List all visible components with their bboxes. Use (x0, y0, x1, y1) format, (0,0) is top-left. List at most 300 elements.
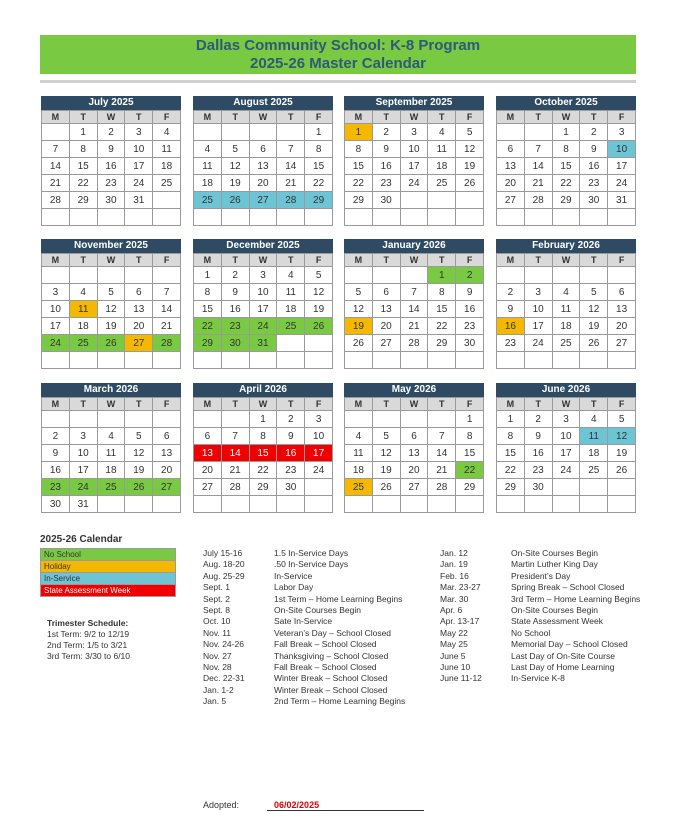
weekday-header: M (497, 398, 525, 411)
day-cell: 1 (428, 267, 456, 284)
day-cell: 18 (345, 462, 373, 479)
day-cell: 19 (305, 301, 333, 318)
day-cell (97, 352, 125, 369)
day-cell (153, 209, 181, 226)
week-row (345, 411, 484, 428)
day-cell: 2 (372, 124, 400, 141)
week-row (345, 267, 484, 284)
weekday-header: F (305, 398, 333, 411)
day-cell: 10 (524, 301, 552, 318)
day-cell: 1 (456, 411, 484, 428)
day-cell: 24 (249, 318, 277, 335)
day-cell: 18 (153, 158, 181, 175)
day-cell: 3 (608, 124, 636, 141)
day-cell (194, 209, 222, 226)
week-row (497, 462, 636, 479)
week-row (42, 175, 181, 192)
day-cell: 27 (249, 192, 277, 209)
day-cell (552, 496, 580, 513)
day-cell: 16 (524, 445, 552, 462)
day-cell: 12 (125, 445, 153, 462)
event-row (203, 639, 405, 650)
day-cell: 16 (277, 445, 305, 462)
day-cell (249, 124, 277, 141)
day-cell: 19 (580, 318, 608, 335)
day-cell (428, 496, 456, 513)
event-date: Nov. 24-26 (203, 639, 244, 650)
day-cell (153, 496, 181, 513)
event-date: Sept. 8 (203, 604, 230, 615)
legend-item-holiday: Holiday (40, 561, 176, 573)
day-cell: 5 (580, 284, 608, 301)
day-cell: 9 (524, 428, 552, 445)
day-cell: 18 (277, 301, 305, 318)
day-cell (580, 352, 608, 369)
day-cell: 29 (305, 192, 333, 209)
event-description: No School (511, 627, 551, 638)
weekday-header: M (345, 254, 373, 267)
day-cell: 14 (400, 301, 428, 318)
event-row (203, 685, 405, 696)
day-cell: 29 (249, 479, 277, 496)
weekday-header: M (345, 398, 373, 411)
week-row (194, 479, 333, 496)
week-row (345, 318, 484, 335)
day-cell: 25 (194, 192, 222, 209)
day-cell (345, 209, 373, 226)
week-row (345, 284, 484, 301)
event-row (203, 616, 405, 627)
day-cell: 8 (194, 284, 222, 301)
day-cell (153, 352, 181, 369)
month-calendar (41, 383, 181, 513)
day-cell: 7 (42, 141, 70, 158)
event-row (440, 628, 640, 639)
event-description: Winter Break – School Closed (274, 673, 388, 684)
event-description: Thanksgiving – School Closed (274, 650, 389, 661)
day-cell: 18 (580, 445, 608, 462)
day-cell: 31 (249, 335, 277, 352)
day-cell: 11 (97, 445, 125, 462)
month-title: February 2026 (496, 239, 636, 253)
day-cell: 18 (194, 175, 222, 192)
day-cell: 17 (42, 318, 70, 335)
week-row (497, 335, 636, 352)
day-cell: 25 (428, 175, 456, 192)
day-cell (125, 352, 153, 369)
day-cell: 25 (69, 335, 97, 352)
day-cell: 16 (372, 158, 400, 175)
legend-item-state: State Assessment Week (40, 585, 176, 597)
month-title: July 2025 (41, 96, 181, 110)
day-cell: 24 (608, 175, 636, 192)
day-cell: 20 (249, 175, 277, 192)
day-cell: 20 (400, 462, 428, 479)
event-description: State Assessment Week (511, 616, 603, 627)
day-cell: 12 (97, 301, 125, 318)
day-cell: 16 (497, 318, 525, 335)
events-list-fall (203, 548, 405, 707)
week-row (497, 479, 636, 496)
weekday-header: T (277, 254, 305, 267)
event-description: .50 In-Service Days (274, 559, 349, 570)
week-row (194, 496, 333, 513)
day-cell: 10 (42, 301, 70, 318)
legend-item-noschool: No School (40, 548, 176, 561)
day-cell (305, 496, 333, 513)
day-cell: 20 (372, 318, 400, 335)
day-cell: 27 (125, 335, 153, 352)
school-title: Dallas Community School: K-8 Program (195, 37, 481, 54)
day-cell: 2 (97, 124, 125, 141)
day-cell: 14 (221, 445, 249, 462)
day-cell (42, 411, 70, 428)
month-calendar (41, 96, 181, 226)
day-cell: 21 (153, 318, 181, 335)
day-cell: 10 (69, 445, 97, 462)
day-cell: 26 (345, 335, 373, 352)
day-cell (69, 352, 97, 369)
week-row (42, 352, 181, 369)
day-cell (428, 209, 456, 226)
day-cell: 21 (428, 462, 456, 479)
event-date: May 25 (440, 639, 468, 650)
event-date: Nov. 28 (203, 661, 232, 672)
week-row (42, 124, 181, 141)
day-cell: 30 (456, 335, 484, 352)
day-cell (552, 479, 580, 496)
weekday-header: W (249, 398, 277, 411)
weekday-header: W (249, 111, 277, 124)
event-description: In-Service K-8 (511, 673, 565, 684)
day-cell (580, 209, 608, 226)
day-cell: 17 (608, 158, 636, 175)
day-cell: 18 (428, 158, 456, 175)
weekday-header: W (400, 254, 428, 267)
event-description: 3rd Term – Home Learning Begins (511, 593, 641, 604)
day-cell (221, 496, 249, 513)
event-description: Spring Break – School Closed (511, 582, 625, 593)
day-cell: 19 (221, 175, 249, 192)
day-cell: 24 (524, 335, 552, 352)
day-cell: 13 (400, 445, 428, 462)
day-cell: 24 (69, 479, 97, 496)
month-table (41, 397, 181, 513)
day-cell: 19 (608, 445, 636, 462)
day-cell: 10 (552, 428, 580, 445)
day-cell: 22 (497, 462, 525, 479)
day-cell: 13 (153, 445, 181, 462)
day-cell (497, 267, 525, 284)
legend-title: 2025-26 Calendar (40, 534, 123, 545)
day-cell: 1 (69, 124, 97, 141)
event-row (203, 628, 405, 639)
weekday-header: T (221, 398, 249, 411)
day-cell (194, 352, 222, 369)
day-cell: 19 (97, 318, 125, 335)
day-cell: 23 (277, 462, 305, 479)
day-cell: 5 (125, 428, 153, 445)
weekday-header: M (497, 254, 525, 267)
day-cell: 14 (277, 158, 305, 175)
event-description: On-Site Courses Begin (274, 604, 361, 615)
day-cell (97, 411, 125, 428)
day-cell: 15 (497, 445, 525, 462)
day-cell: 15 (249, 445, 277, 462)
adopted-label: Adopted: (203, 800, 240, 810)
weekday-header: T (221, 254, 249, 267)
day-cell: 22 (69, 175, 97, 192)
day-cell (372, 267, 400, 284)
day-cell: 1 (552, 124, 580, 141)
event-row (440, 616, 640, 627)
month-title: January 2026 (344, 239, 484, 253)
day-cell: 6 (372, 284, 400, 301)
event-date: Aug. 25-29 (203, 570, 245, 581)
day-cell: 23 (524, 462, 552, 479)
day-cell: 12 (345, 301, 373, 318)
week-row (42, 335, 181, 352)
day-cell: 26 (97, 335, 125, 352)
day-cell: 6 (400, 428, 428, 445)
day-cell: 30 (97, 192, 125, 209)
day-cell: 20 (194, 462, 222, 479)
weekday-header: M (42, 398, 70, 411)
month-table (344, 397, 484, 513)
day-cell (428, 192, 456, 209)
day-cell: 31 (608, 192, 636, 209)
event-row (440, 651, 640, 662)
day-cell: 6 (153, 428, 181, 445)
event-date: Sept. 2 (203, 593, 230, 604)
day-cell: 23 (456, 318, 484, 335)
week-row (345, 428, 484, 445)
day-cell: 31 (125, 192, 153, 209)
weekday-header: F (153, 398, 181, 411)
day-cell (580, 479, 608, 496)
day-cell (125, 496, 153, 513)
event-description: On-Site Courses Begin (511, 604, 598, 615)
day-cell: 8 (456, 428, 484, 445)
day-cell: 20 (497, 175, 525, 192)
day-cell: 27 (194, 479, 222, 496)
day-cell: 15 (456, 445, 484, 462)
weekday-header: F (305, 111, 333, 124)
day-cell (400, 267, 428, 284)
week-row (194, 318, 333, 335)
day-cell: 17 (305, 445, 333, 462)
week-row (497, 192, 636, 209)
month-calendar (344, 383, 484, 513)
day-cell: 23 (42, 479, 70, 496)
event-description: 2nd Term – Home Learning Begins (274, 696, 406, 707)
day-cell: 9 (497, 301, 525, 318)
week-row (194, 301, 333, 318)
event-date: Mar. 23-27 (440, 582, 481, 593)
day-cell: 9 (372, 141, 400, 158)
day-cell: 31 (69, 496, 97, 513)
week-row (497, 352, 636, 369)
day-cell (608, 479, 636, 496)
month-title: March 2026 (41, 383, 181, 397)
week-row (345, 462, 484, 479)
day-cell: 4 (428, 124, 456, 141)
day-cell: 25 (97, 479, 125, 496)
day-cell: 29 (194, 335, 222, 352)
day-cell (153, 411, 181, 428)
day-cell: 30 (580, 192, 608, 209)
week-row (42, 496, 181, 513)
day-cell: 6 (497, 141, 525, 158)
event-description: Last Day of Home Learning (511, 661, 615, 672)
day-cell: 9 (221, 284, 249, 301)
weekday-header: T (524, 111, 552, 124)
day-cell (524, 267, 552, 284)
day-cell (456, 352, 484, 369)
day-cell (69, 411, 97, 428)
weekday-header: T (428, 254, 456, 267)
day-cell: 12 (305, 284, 333, 301)
month-table (344, 253, 484, 369)
day-cell: 15 (69, 158, 97, 175)
day-cell: 24 (125, 175, 153, 192)
adopted-line (203, 800, 424, 811)
event-date: July 15-16 (203, 548, 243, 558)
day-cell: 3 (524, 284, 552, 301)
weekday-header: T (221, 111, 249, 124)
day-cell: 5 (372, 428, 400, 445)
day-cell: 8 (69, 141, 97, 158)
weekday-header: T (69, 111, 97, 124)
day-cell (125, 267, 153, 284)
day-cell: 30 (372, 192, 400, 209)
weekday-header: T (277, 111, 305, 124)
week-row (194, 428, 333, 445)
day-cell (524, 209, 552, 226)
day-cell: 8 (497, 428, 525, 445)
day-cell: 11 (194, 158, 222, 175)
day-cell (372, 496, 400, 513)
day-cell: 25 (552, 335, 580, 352)
day-cell (552, 352, 580, 369)
day-cell: 16 (456, 301, 484, 318)
month-table (496, 110, 636, 226)
day-cell (42, 124, 70, 141)
day-cell: 10 (400, 141, 428, 158)
week-row (497, 428, 636, 445)
day-cell (608, 209, 636, 226)
week-row (194, 352, 333, 369)
day-cell: 4 (580, 411, 608, 428)
adopted-date: 06/02/2025 (267, 800, 424, 811)
weekday-header: T (372, 398, 400, 411)
month-calendar (193, 96, 333, 226)
day-cell: 25 (277, 318, 305, 335)
day-cell: 21 (524, 175, 552, 192)
day-cell: 12 (221, 158, 249, 175)
day-cell: 24 (552, 462, 580, 479)
weekday-header: T (125, 398, 153, 411)
event-description: Sate In-Service (274, 616, 333, 627)
weekday-header: T (372, 254, 400, 267)
day-cell: 10 (608, 141, 636, 158)
day-cell (524, 496, 552, 513)
month-title: May 2026 (344, 383, 484, 397)
weekday-header: M (42, 111, 70, 124)
day-cell: 19 (456, 158, 484, 175)
month-title: September 2025 (344, 96, 484, 110)
weekday-header: T (580, 254, 608, 267)
event-description: Veteran’s Day – School Closed (274, 627, 392, 638)
week-row (194, 267, 333, 284)
day-cell (277, 352, 305, 369)
week-row (497, 158, 636, 175)
day-cell: 7 (221, 428, 249, 445)
day-cell (97, 267, 125, 284)
event-date: Apr. 6 (440, 604, 463, 615)
day-cell: 13 (497, 158, 525, 175)
event-row (440, 559, 640, 570)
day-cell: 15 (345, 158, 373, 175)
day-cell: 28 (221, 479, 249, 496)
event-description: Memorial Day – School Closed (511, 639, 628, 650)
day-cell: 17 (400, 158, 428, 175)
day-cell: 6 (194, 428, 222, 445)
month-title: April 2026 (193, 383, 333, 397)
event-description: Fall Break – School Closed (274, 639, 377, 650)
weekday-header: F (305, 254, 333, 267)
week-row (194, 445, 333, 462)
day-cell (580, 496, 608, 513)
day-cell: 2 (42, 428, 70, 445)
day-cell: 5 (456, 124, 484, 141)
day-cell: 5 (97, 284, 125, 301)
day-cell (345, 496, 373, 513)
week-row (194, 411, 333, 428)
event-row (203, 559, 405, 570)
day-cell: 28 (277, 192, 305, 209)
week-row (194, 462, 333, 479)
day-cell: 3 (69, 428, 97, 445)
event-row (203, 662, 405, 673)
day-cell (552, 267, 580, 284)
day-cell: 8 (249, 428, 277, 445)
month-table (41, 110, 181, 226)
day-cell: 17 (69, 462, 97, 479)
day-cell: 17 (552, 445, 580, 462)
day-cell: 26 (580, 335, 608, 352)
week-row (194, 335, 333, 352)
day-cell (456, 496, 484, 513)
day-cell: 16 (42, 462, 70, 479)
week-row (194, 284, 333, 301)
week-row (497, 141, 636, 158)
week-row (345, 209, 484, 226)
day-cell: 5 (221, 141, 249, 158)
weekday-header: T (428, 398, 456, 411)
weekday-header: W (97, 111, 125, 124)
day-cell: 1 (305, 124, 333, 141)
day-cell: 4 (153, 124, 181, 141)
day-cell: 6 (125, 284, 153, 301)
day-cell (428, 352, 456, 369)
weekday-header: T (125, 111, 153, 124)
day-cell (400, 192, 428, 209)
events-list-spring (440, 548, 640, 685)
day-cell (345, 411, 373, 428)
day-cell (305, 209, 333, 226)
event-description: On-Site Courses Begin (511, 548, 598, 558)
